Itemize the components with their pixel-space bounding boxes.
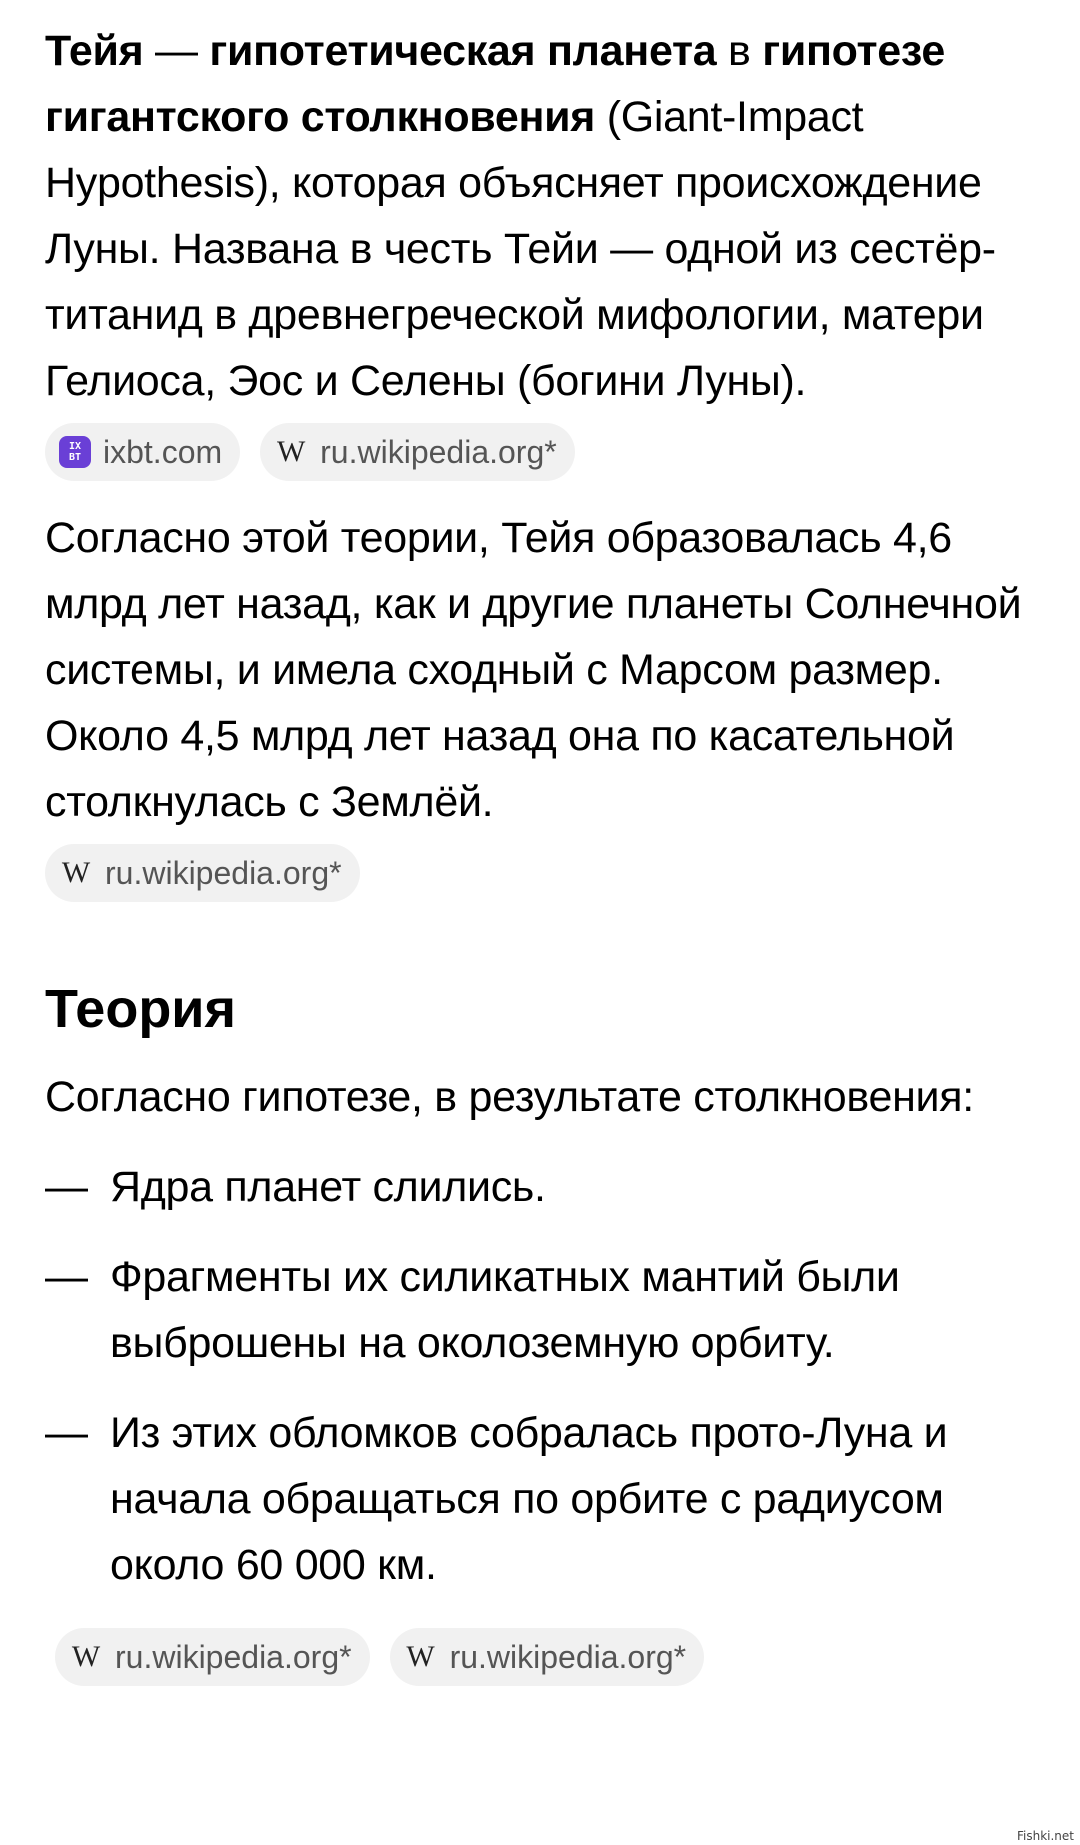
source-label: ru.wikipedia.org* (115, 1638, 352, 1675)
sources-row-3 (55, 1628, 1045, 1686)
term-hypothetical-planet: гипотетическая планета (209, 27, 717, 75)
source-chip-wikipedia[interactable] (55, 1628, 370, 1686)
ixbt-icon (59, 436, 91, 468)
wikipedia-icon: W (406, 1640, 435, 1673)
intro-text-2: в (716, 27, 763, 75)
wikipedia-icon: W (61, 856, 91, 889)
dash-bullet: — (45, 1253, 88, 1301)
wikipedia-icon: W (276, 435, 306, 468)
source-chip-wikipedia[interactable] (260, 423, 575, 481)
paragraph-theory-origin: Согласно этой теории, Тейя образовалась 4,6 млрд лет назад, как и другие планеты Солнечной системы, и имела сходный с Марсом размер. Около 4,5 млрд лет назад она по касательной столкнулась с Землёй. (45, 514, 1022, 826)
source-chip-ixbt[interactable] (45, 423, 240, 481)
ixbt-icon-text-top: IX (68, 441, 82, 452)
intro-text-3: (Giant-Impact Hypothesis), которая объясняет происхождение Луны. Названа в честь Тейи — одной из сестёр-титанид в древнегреческой мифологии, матери Гелиоса, Эос и Селены (богини Луны). (45, 93, 996, 405)
answer-content (45, 18, 1045, 1686)
list-item-text: Фрагменты их силикатных мантий были выброшены на околоземную орбиту. (110, 1253, 900, 1367)
source-chip-wikipedia[interactable] (390, 1628, 705, 1686)
watermark: Fishki.net (1016, 1829, 1074, 1843)
section-lead: Согласно гипотезе, в результате столкновения: (45, 1073, 974, 1121)
term-theia: Тейя (45, 27, 144, 75)
list-item (45, 1244, 1045, 1376)
source-label: ru.wikipedia.org* (449, 1638, 687, 1675)
term-giant-impact: гипотезе гигантского столкновения (45, 27, 946, 141)
dash-bullet: — (45, 1163, 88, 1211)
list-item-text: Ядра планет слились. (110, 1163, 546, 1211)
list-item (45, 1154, 1045, 1220)
intro-text-1: — (143, 27, 210, 75)
source-label: ixbt.com (103, 433, 223, 470)
consequences-list (45, 1154, 1045, 1598)
source-label: ru.wikipedia.org* (105, 854, 342, 891)
source-chip-wikipedia[interactable] (45, 844, 360, 902)
section-heading: Теория (45, 979, 237, 1039)
source-label: ru.wikipedia.org* (320, 433, 557, 470)
dash-bullet: — (45, 1409, 88, 1457)
intro-paragraph (45, 18, 1045, 414)
list-item (45, 1400, 1045, 1598)
sources-row-1 (45, 423, 1045, 481)
list-item-text: Из этих обломков собралась прото-Луна и начала обращаться по орбите с радиусом около 60 000 км. (110, 1409, 948, 1589)
sources-row-2 (45, 844, 1045, 902)
ixbt-icon-text-bottom: BT (68, 452, 82, 463)
wikipedia-icon: W (71, 1640, 101, 1673)
